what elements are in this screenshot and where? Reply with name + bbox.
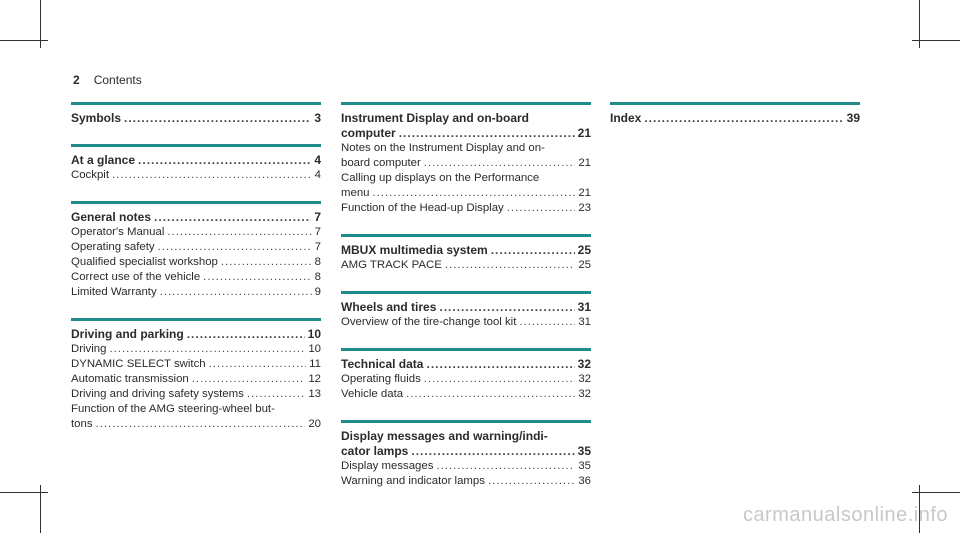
toc-section: [341, 234, 591, 273]
toc-heading[interactable]: General notes ..... 7: [71, 210, 321, 225]
toc-entry[interactable]: menu ..... 21: [341, 186, 591, 201]
section-rule: [341, 291, 591, 294]
toc-section: [341, 102, 591, 216]
toc-section: [610, 102, 860, 126]
page-number: 2: [73, 73, 80, 87]
section-rule: [610, 102, 860, 105]
toc-section: [71, 318, 321, 432]
page-title: Contents: [93, 73, 142, 87]
toc-heading[interactable]: Wheels and tires ..... 31: [341, 300, 591, 315]
toc-column-2: [341, 102, 591, 507]
section-rule: [71, 201, 321, 204]
crop-mark: [912, 40, 960, 41]
toc-entry[interactable]: Driving and driving safety systems ..... 13: [71, 387, 321, 402]
crop-mark: [912, 492, 960, 493]
toc-entry[interactable]: Limited Warranty ..... 9: [71, 285, 321, 300]
toc-entry[interactable]: Display messages ..... 35: [341, 459, 591, 474]
toc-column-3: [610, 102, 860, 144]
toc-entry[interactable]: DYNAMIC SELECT switch ..... 11: [71, 357, 321, 372]
toc-entry[interactable]: Cockpit ..... 4: [71, 168, 321, 183]
toc-heading[interactable]: Symbols ..... 3: [71, 111, 321, 126]
toc-column-1: [71, 102, 321, 450]
toc-entry-line1[interactable]: Function of the AMG steering-wheel but-: [71, 403, 275, 415]
toc-entry[interactable]: board computer ..... 21: [341, 156, 591, 171]
toc-section: [71, 144, 321, 183]
section-rule: [341, 420, 591, 423]
toc-entry[interactable]: Warning and indicator lamps ..... 36: [341, 474, 591, 489]
section-rule: [341, 102, 591, 105]
toc-entry[interactable]: tons ..... 20: [71, 417, 321, 432]
section-rule: [341, 234, 591, 237]
toc-heading[interactable]: At a glance ..... 4: [71, 153, 321, 168]
toc-entry[interactable]: Function of the Head-up Display ..... 23: [341, 201, 591, 216]
toc-entry[interactable]: Driving ..... 10: [71, 342, 321, 357]
toc-entry[interactable]: Overview of the tire-change tool kit ..... 31: [341, 315, 591, 330]
section-rule: [71, 318, 321, 321]
toc-heading[interactable]: cator lamps ..... 35: [341, 444, 591, 459]
toc-section: [341, 420, 591, 489]
toc-heading[interactable]: Driving and parking ..... 10: [71, 327, 321, 342]
toc-entry[interactable]: Automatic transmission ..... 12: [71, 372, 321, 387]
toc-section: [341, 291, 591, 330]
section-rule: [341, 348, 591, 351]
toc-heading[interactable]: Technical data ..... 32: [341, 357, 591, 372]
toc-section: [341, 348, 591, 402]
watermark: carmanualsonline.info: [742, 504, 948, 526]
crop-mark: [0, 492, 48, 493]
toc-entry-line1[interactable]: Calling up displays on the Performance: [341, 172, 540, 184]
toc-entry[interactable]: AMG TRACK PACE ..... 25: [341, 258, 591, 273]
toc-heading[interactable]: Index ..... 39: [610, 111, 860, 126]
toc-entry[interactable]: Qualified specialist workshop ..... 8: [71, 255, 321, 270]
section-rule: [71, 144, 321, 147]
toc-section: [71, 201, 321, 300]
toc-entry[interactable]: Correct use of the vehicle ..... 8: [71, 270, 321, 285]
toc-heading[interactable]: computer ..... 21: [341, 126, 591, 141]
toc-entry[interactable]: Vehicle data ..... 32: [341, 387, 591, 402]
toc-heading-line1[interactable]: Instrument Display and on-board: [341, 111, 530, 125]
toc-entry-line1[interactable]: Notes on the Instrument Display and on-: [341, 142, 545, 154]
toc-section: [71, 102, 321, 126]
toc-heading[interactable]: MBUX multimedia system ..... 25: [341, 243, 591, 258]
toc-entry[interactable]: Operating safety ..... 7: [71, 240, 321, 255]
page-header: [73, 73, 142, 87]
crop-mark: [0, 40, 48, 41]
toc-entry[interactable]: Operating fluids ..... 32: [341, 372, 591, 387]
toc-heading-line1[interactable]: Display messages and warning/indi-: [341, 429, 548, 443]
toc-entry[interactable]: Operator's Manual ..... 7: [71, 225, 321, 240]
section-rule: [71, 102, 321, 105]
